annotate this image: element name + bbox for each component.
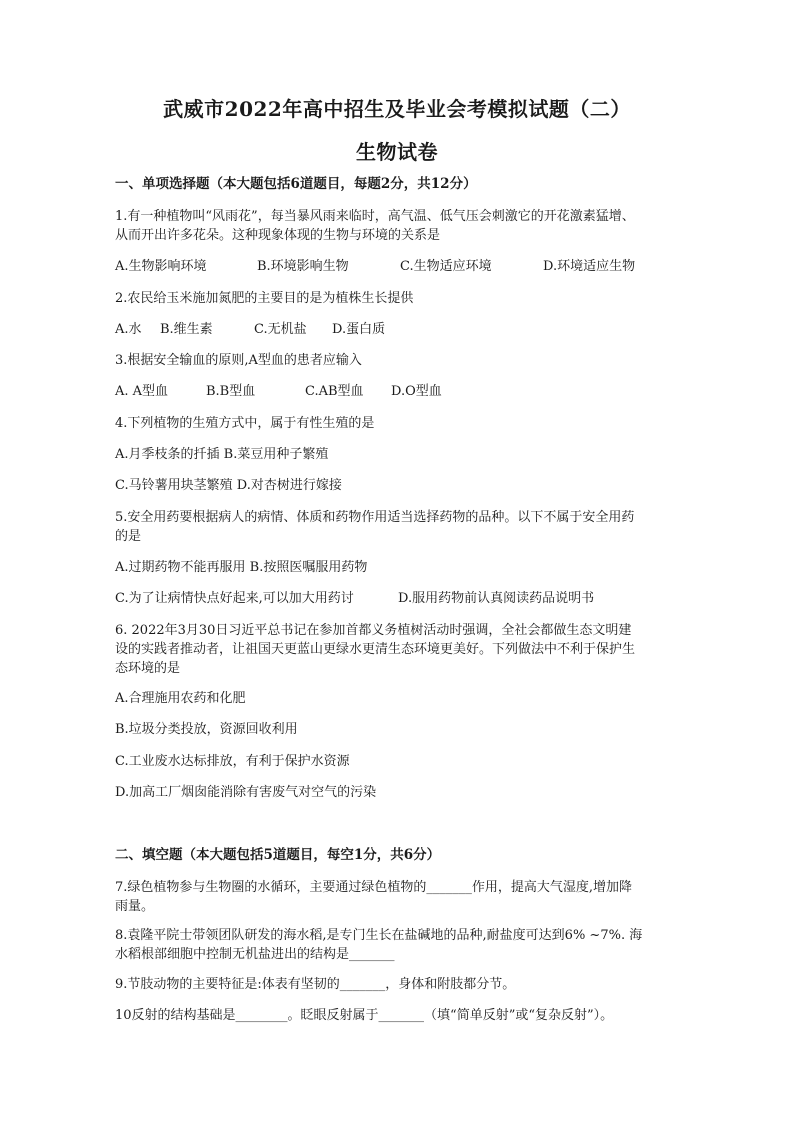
question-3: 3.根据安全输血的原则,A型血的患者应输入 — [115, 353, 362, 368]
q3-option-b: B.B型血 — [206, 384, 256, 399]
question-6-line-1: 6. 2022年3月30日习近平总书记在参加首都义务植树活动时强调，全社会都做生态文明建 — [115, 623, 632, 638]
question-7-line-1: 7.绿色植物参与生物圈的水循环，主要通过绿色植物的_______作用，提高大气湿度,增加降 — [115, 880, 633, 895]
question-5-options-row-1: A.过期药物不能再服用 B.按照医嘱服用药物 — [115, 560, 368, 575]
question-5-line-1: 5.安全用药要根据病人的病情、体质和药物作用适当选择药物的品种。以下不属于安全用药 — [115, 510, 635, 525]
q3-option-a: A. A型血 — [115, 384, 169, 399]
question-6-line-3: 态环境的是 — [115, 661, 181, 676]
q1-option-d: D.环境适应生物 — [543, 259, 636, 274]
question-4: 4.下列植物的生殖方式中，属于有性生殖的是 — [115, 416, 375, 431]
q1-option-a: A.生物影响环境 — [115, 259, 207, 274]
q3-option-d: D.O型血 — [391, 384, 442, 399]
q2-option-b: B.维生素 — [160, 322, 213, 337]
q1-option-b: B.环境影响生物 — [257, 259, 349, 274]
q2-option-c: C.无机盐 — [254, 322, 307, 337]
question-5-line-2: 的是 — [115, 529, 142, 544]
question-8-line-2: 水稻根部细胞中控制无机盐进出的结构是_______ — [115, 947, 395, 962]
exam-subtitle: 生物试卷 — [356, 140, 438, 164]
question-8-line-1: 8.袁隆平院士带领团队研发的海水稻,是专门生长在盐碱地的品种,耐盐度可达到6% ~7%. 海 — [115, 928, 643, 943]
question-9: 9.节肢动物的主要特征是:体表有坚韧的_______，身体和附肢都分节。 — [115, 977, 516, 992]
q5-option-d: D.服用药物前认真阅读药品说明书 — [398, 591, 595, 606]
q2-option-a: A.水 — [115, 322, 142, 337]
question-1-line-2: 从而开出许多花朵。这种现象体现的生物与环境的关系是 — [115, 228, 441, 243]
q6-option-a: A.合理施用农药和化肥 — [115, 691, 246, 706]
q5-option-c: C.为了让病情快点好起来,可以加大用药讨 — [115, 591, 354, 606]
question-4-options-row-1: A.月季枝条的扦插 B.菜豆用种子繁殖 — [115, 447, 329, 462]
q2-option-d: D.蛋白质 — [332, 322, 386, 337]
question-1-options — [115, 257, 685, 276]
question-4-options-row-2: C.马铃薯用块茎繁殖 D.对杏树进行嫁接 — [115, 478, 342, 493]
q6-option-d: D.加高工厂烟囱能消除有害废气对空气的污染 — [115, 785, 377, 800]
question-6-line-2: 设的实践者推动者，让祖国天更蓝山更绿水更清生态环境更美好。下列做法中不利于保护生 — [115, 642, 636, 657]
question-1-line-1: 1.有一种植物叫“风雨花”，每当暴风雨来临时，高气温、低气压会刺激它的开花激素猛增、 — [115, 209, 635, 224]
question-3-options — [115, 382, 685, 401]
q6-option-b: B.垃圾分类投放，资源回收利用 — [115, 722, 298, 737]
q6-option-c: C.工业废水达标排放，有利于保护水资源 — [115, 754, 350, 769]
question-10: 10反射的结构基础是________。眨眼反射属于_______（填“简单反射”或“复杂反射”）。 — [115, 1008, 614, 1023]
section-1-heading: 一、单项选择题（本大题包括6道题目，每题2分，共12分） — [115, 176, 477, 192]
question-7-line-2: 雨量。 — [115, 899, 155, 914]
section-2-heading: 二、填空题（本大题包括5道题目，每空1分，共6分） — [115, 847, 441, 863]
question-2-options — [115, 320, 685, 339]
question-2: 2.农民给玉米施加氮肥的主要目的是为植株生长提供 — [115, 291, 414, 306]
exam-title: 武威市2022年高中招生及毕业会考模拟试题（二） — [163, 97, 631, 121]
q3-option-c: C.AB型血 — [305, 384, 364, 399]
q1-option-c: C.生物适应环境 — [400, 259, 492, 274]
question-5-options-row-2 — [115, 589, 685, 608]
